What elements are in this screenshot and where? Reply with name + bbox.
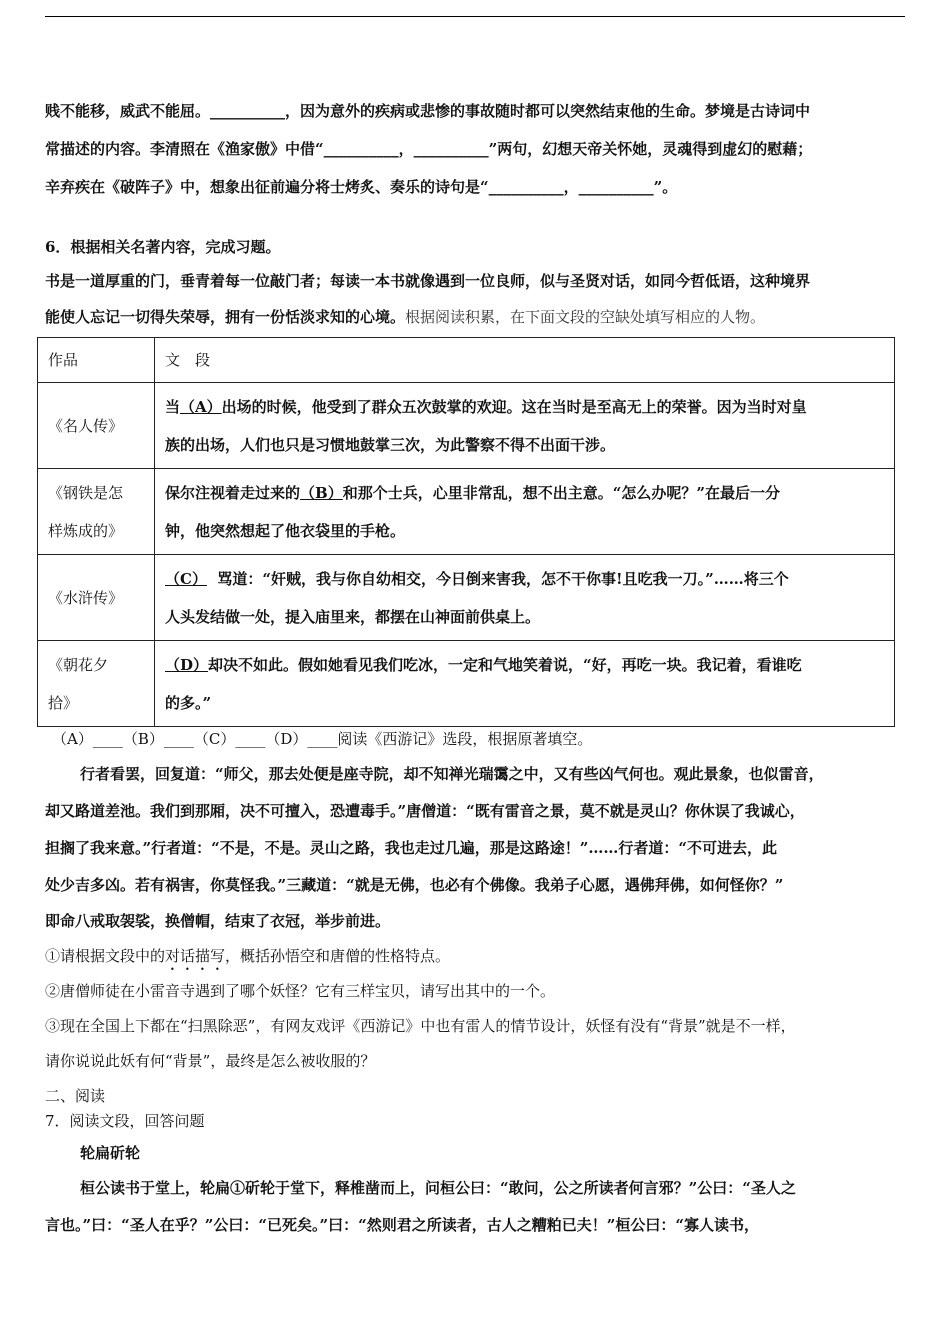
passage-pre: 保尔注视着走过来的 bbox=[165, 483, 301, 502]
blank-label: （B） bbox=[300, 483, 343, 502]
sub-text: ①请根据文段中的 bbox=[45, 947, 166, 965]
table-row bbox=[38, 641, 895, 727]
question-6-title: 6．根据相关名著内容，完成习题。 bbox=[45, 238, 281, 256]
passage-title: 轮扁斫轮 bbox=[80, 1144, 141, 1162]
passage-line: 族的出场，人们也只是习惯地鼓掌三次，为此警察不得不出面干涉。 bbox=[165, 435, 616, 454]
passage-cell bbox=[155, 469, 895, 555]
passage-line: 人头发结做一处，提入庙里来，都摆在山神面前供桌上。 bbox=[165, 607, 541, 626]
blank-label: （C） bbox=[165, 569, 207, 588]
work-title-line: 《钢铁是怎 bbox=[48, 483, 124, 502]
table-header-row bbox=[38, 338, 895, 383]
passage-cell bbox=[155, 641, 895, 727]
excerpt-line: 即命八戒取袈裟，换僧帽，结束了衣冠，举步前进。 bbox=[45, 912, 391, 930]
question-7-title: 7．阅读文段，回答问题 bbox=[45, 1112, 205, 1130]
passage-text: 骂道：“奸贼，我与你自幼相交，今日倒来害我，怎不干你事!且吃我一刀。”……将三个 bbox=[217, 569, 789, 588]
passage-line: 的多。” bbox=[165, 693, 212, 712]
subquestion-1 bbox=[45, 945, 450, 974]
table-row bbox=[38, 469, 895, 555]
intro-line bbox=[45, 306, 765, 328]
work-title-line: 样炼成的》 bbox=[48, 521, 124, 540]
passage-line bbox=[165, 646, 884, 684]
excerpt-line: 行者看罢，回复道：“师父，那去处便是座寺院，却不知禅光瑞霭之中，又有些凶气何也。观此景象，也似雷音， bbox=[80, 765, 824, 783]
passage-cell bbox=[155, 383, 895, 469]
passage-text: 却决不如此。假如她看见我们吃冰，一定和气地笑着说，“好，再吃一块。我记着，看谁吃 bbox=[208, 655, 802, 674]
text-line: 贱不能移，威武不能屈。__________，因为意外的疾病或悲惨的事故随时都可以突然结束他的生命。梦境是古诗词中 bbox=[45, 102, 811, 120]
passage-cell bbox=[155, 555, 895, 641]
subquestion-3-cont: 请你说说此妖有何“背景”，最终是怎么被收服的？ bbox=[45, 1052, 376, 1070]
passage-line: 钟，他突然想起了他衣袋里的手枪。 bbox=[165, 521, 406, 540]
header-text: 文 段 bbox=[155, 338, 895, 383]
passage-pre: 当 bbox=[165, 397, 181, 416]
work-title-line: 《朝花夕 bbox=[48, 655, 109, 674]
works-table bbox=[37, 337, 895, 727]
passage-line bbox=[165, 388, 884, 426]
excerpt-line: 却又路道差池。我们到那厢，决不可擅入，恐遭毒手。”唐僧道：“既有雷音之景，莫不就是灵山？你休误了我诚心， bbox=[45, 802, 805, 820]
subquestion-3: ③现在全国上下都在“扫黑除恶”，有网友戏评《西游记》中也有雷人的情节设计，妖怪有没有“背景”就是不一样， bbox=[45, 1017, 796, 1035]
table-row bbox=[38, 383, 895, 469]
emphasis-text: 对话描写 bbox=[165, 947, 226, 965]
excerpt-line: 担搁了我来意。”行者道：“不是，不是。灵山之路，我也走过几遍，那是这路途！”……行者道：“不可进去，此 bbox=[45, 839, 778, 857]
text-line: 常描述的内容。李清照在《渔家傲》中借“__________，__________”两句，幻想天帝关怀她，灵魂得到虚幻的慰藉； bbox=[45, 140, 813, 158]
section-heading: 二、阅读 bbox=[45, 1087, 106, 1105]
text-line: 辛弃疾在《破阵子》中，想象出征前遍分将士烤炙、奏乐的诗句是“__________，__________”。 bbox=[45, 178, 678, 196]
passage-line: 桓公读书于堂上，轮扁①斫轮于堂下，释椎凿而上，问桓公曰：“敢问，公之所读者何言邪？”公曰：“圣人之 bbox=[80, 1179, 796, 1197]
intro-bold: 能使人忘记一切得失荣辱，拥有一份恬淡求知的心境。 bbox=[45, 308, 406, 326]
intro-instruction: 根据阅读积累，在下面文段的空缺处填写相应的人物。 bbox=[405, 308, 766, 326]
passage-line bbox=[165, 560, 884, 598]
intro-line: 书是一道厚重的门，垂青着每一位敲门者；每读一本书就像遇到一位良师，似与圣贤对话，如同今哲低语，这种境界 bbox=[45, 272, 811, 290]
work-title: 《名人传》 bbox=[38, 383, 155, 469]
excerpt-line: 处少吉多凶。若有祸害，你莫怪我。”三藏道：“就是无佛，也必有个佛像。我弟子心愿，遇佛拜佛，如何怪你？” bbox=[45, 876, 784, 894]
work-title: 《水浒传》 bbox=[38, 555, 155, 641]
work-title-line: 拾》 bbox=[48, 693, 79, 712]
passage-line bbox=[165, 474, 884, 512]
subquestion-2: ②唐僧师徒在小雷音寺遇到了哪个妖怪？它有三样宝贝，请写出其中的一个。 bbox=[45, 982, 556, 1000]
table-row bbox=[38, 555, 895, 641]
sub-text: ，概括孙悟空和唐僧的性格特点。 bbox=[225, 947, 451, 965]
passage-text: 出场的时候，他受到了群众五次鼓掌的欢迎。这在当时是至高无上的荣誉。因为当时对皇 bbox=[221, 397, 807, 416]
passage-text: 和那个士兵，心里非常乱，想不出主意。“怎么办呢？”在最后一分 bbox=[342, 483, 780, 502]
blank-label: （D） bbox=[165, 655, 209, 674]
work-title bbox=[38, 641, 155, 727]
blank-label: （A） bbox=[180, 397, 222, 416]
answer-blanks: （A）____（B）____（C）____（D）____阅读《西游记》选段，根据原著填空。 bbox=[52, 730, 593, 748]
header-work: 作品 bbox=[38, 338, 155, 383]
passage-line: 言也。”曰：“圣人在乎？”公曰：“已死矣。”曰：“然则君之所读者，古人之糟粕已夫！”桓公曰：“寡人读书， bbox=[45, 1216, 760, 1234]
work-title bbox=[38, 469, 155, 555]
top-rule bbox=[45, 16, 905, 17]
